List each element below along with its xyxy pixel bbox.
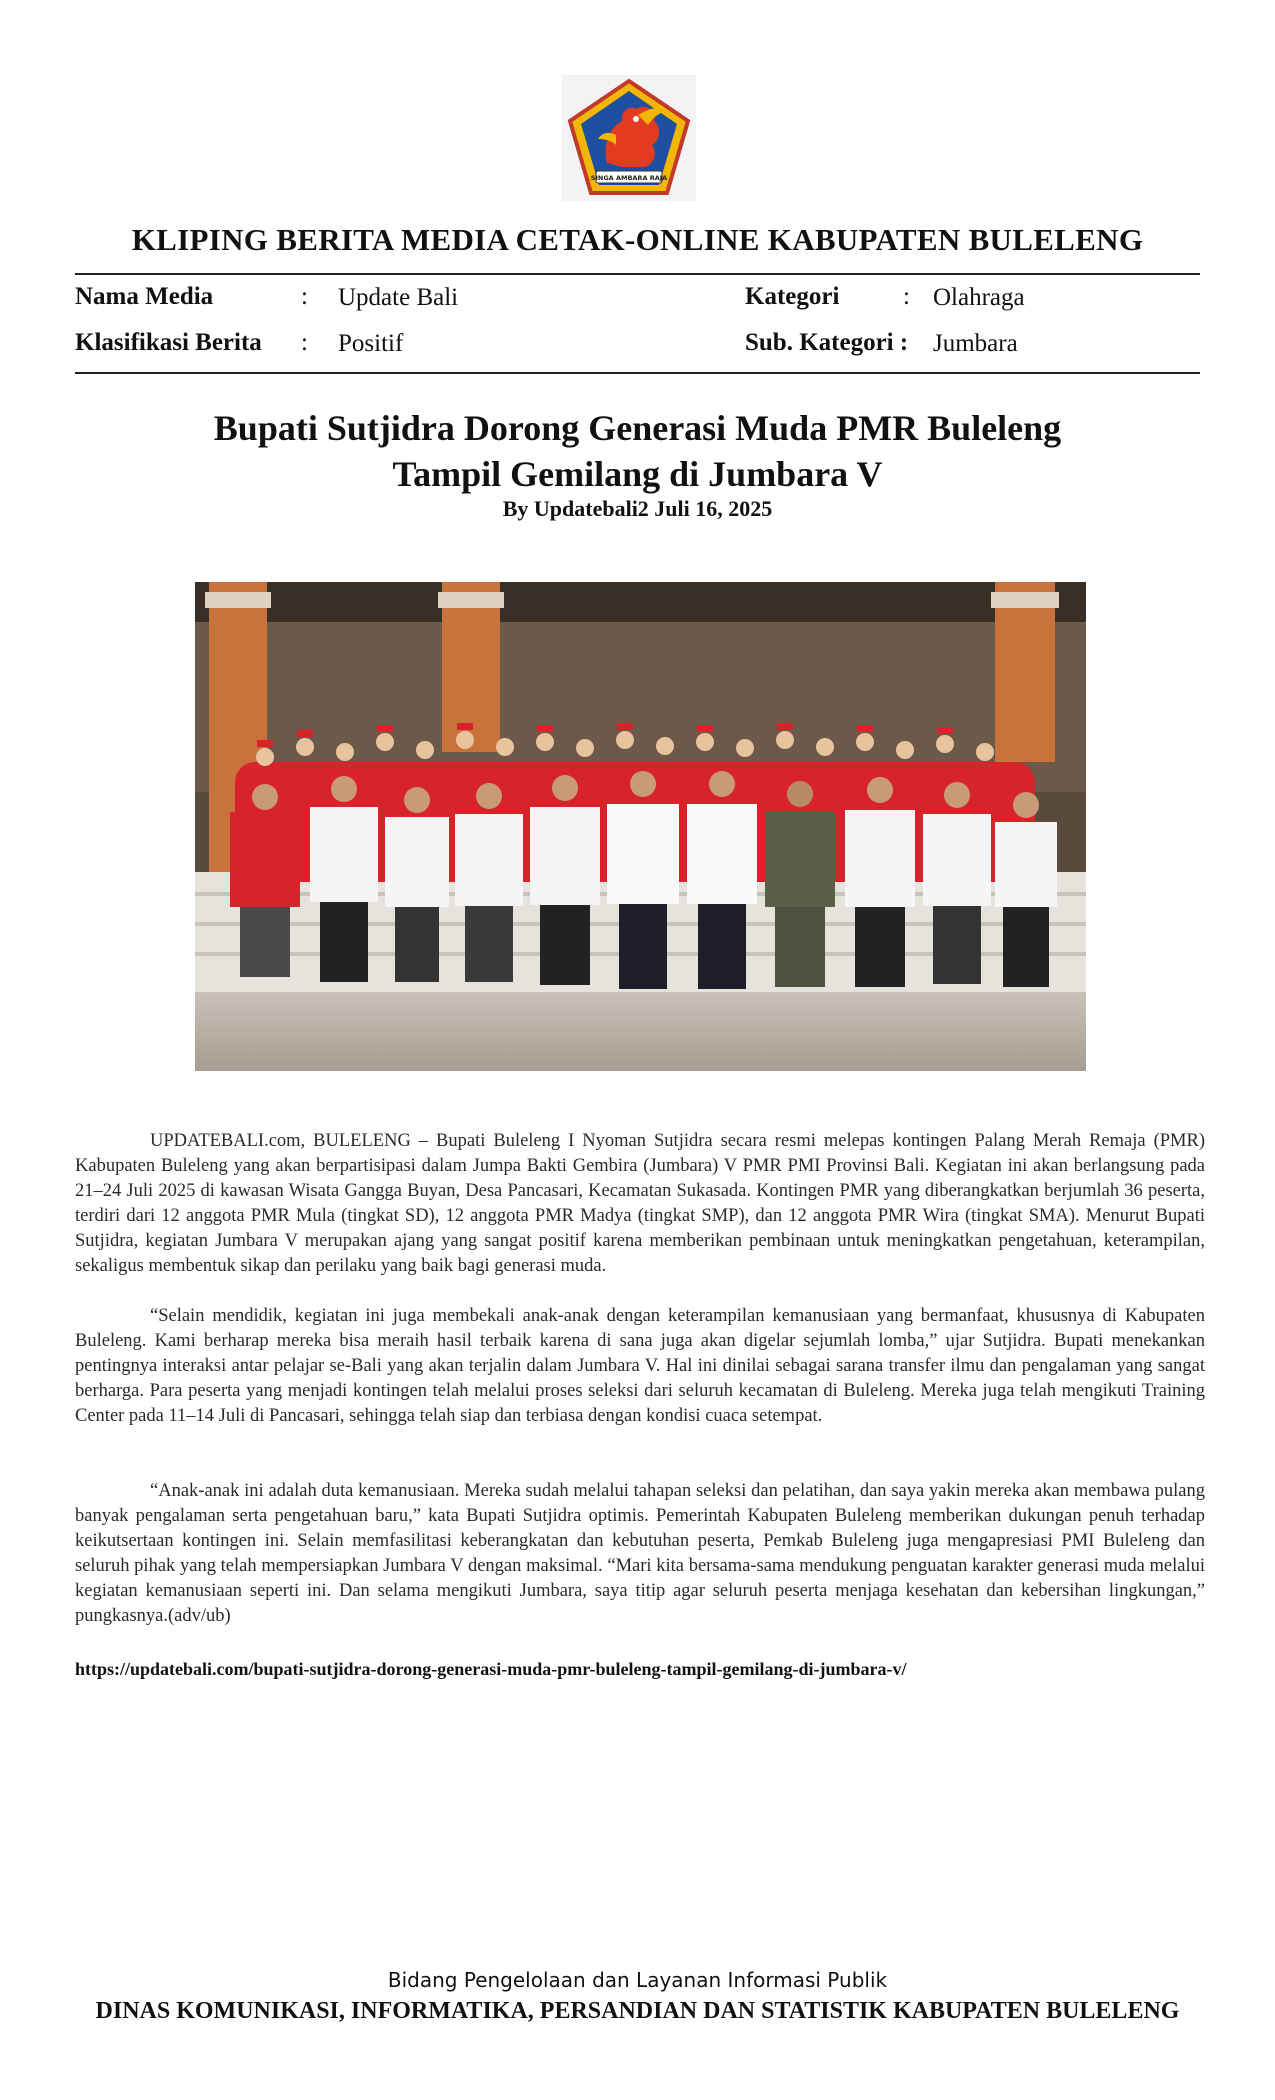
footer-agency: DINAS KOMUNIKASI, INFORMATIKA, PERSANDIAN DAN STATISTIK KABUPATEN BULELENG xyxy=(95,1998,1180,2024)
meta-kategori-value: Olahraga xyxy=(933,284,1025,311)
regency-emblem-icon xyxy=(562,75,696,201)
article-source-url: https://updatebali.com/bupati-sutjidra-dorong-generasi-muda-pmr-buleleng-tampil-gemilang-di-jumbara-v/ xyxy=(75,1659,907,1679)
meta-nama-media-value: Update Bali xyxy=(338,284,459,311)
article-paragraph: “Anak-anak ini adalah duta kemanusiaan. Mereka sudah melalui tahapan seleksi dan pelatihan, dan saya yakin mereka akan membawa pulang banyak pengalaman serta pengetahuan baru,” kata Bupati Sutjidra optimis. Pemerintah Kabupaten Buleleng memberikan dukungan penuh terhadap keikutsertaan kontingen ini. Selain memfasilitasi keberangkatan dan kebutuhan peserta, Pemkab Buleleng juga mengapresiasi PMI Buleleng dan seluruh pihak yang telah mempersiapkan Jumbara V dengan maksimal. “Mari kita bersama-sama mendukung penguatan karakter generasi muda melalui kegiatan kemanusiaan seperti ini. Dan selama mengikuti Jumbara, saya titip agar seluruh peserta menjaga kesehatan dan kebersihan lingkungan,” pungkasnya.(adv/ub) xyxy=(75,1481,1205,1626)
article-byline: By Updatebali2 Juli 16, 2025 xyxy=(502,496,773,521)
meta-nama-media-label: Nama Media xyxy=(75,283,214,310)
meta-colon: : xyxy=(903,283,910,310)
article-title-line-1: Bupati Sutjidra Dorong Generasi Muda PMR Buleleng xyxy=(213,408,1062,448)
group-photo-icon xyxy=(195,582,1086,1071)
meta-colon: : xyxy=(301,329,308,356)
article-title xyxy=(0,405,1275,497)
article-paragraph: “Selain mendidik, kegiatan ini juga membekali anak-anak dengan keterampilan kemanusiaan yang bermanfaat, khususnya di Kabupaten Buleleng. Kami berharap mereka bisa meraih hasil terbaik karena di sana juga akan digelar sejumlah lomba,” ujar Sutjidra. Bupati menekankan pentingnya interaksi antar pelajar se-Bali yang akan terjalin dalam Jumbara V. Hal ini dinilai sebagai sarana transfer ilmu dan pengalaman yang sangat berharga. Para peserta yang menjadi kontingen telah melalui proses seleksi dari seluruh kecamatan di Buleleng. Mereka juga telah mengikuti Training Center pada 11–14 Juli di Pancasari, sehingga telah siap dan terbiasa dengan kondisi cuaca setempat. xyxy=(75,1306,1205,1426)
meta-sub-kategori-value: Jumbara xyxy=(933,330,1018,357)
meta-divider xyxy=(75,372,1200,374)
article-title-line-2: Tampil Gemilang di Jumbara V xyxy=(392,454,883,494)
meta-sub-kategori-label: Sub. Kategori : xyxy=(745,329,909,356)
clipping-header-title: KLIPING BERITA MEDIA CETAK-ONLINE KABUPATEN BULELENG xyxy=(131,222,1144,257)
meta-kategori-label: Kategori xyxy=(745,283,840,310)
footer-department: Bidang Pengelolaan dan Layanan Informasi Publik xyxy=(387,1968,888,1992)
emblem-motto: SINGA AMBARA RAJA xyxy=(590,174,668,182)
meta-klasifikasi-value: Positif xyxy=(338,330,404,357)
header-divider xyxy=(75,273,1200,275)
meta-colon: : xyxy=(301,283,308,310)
meta-klasifikasi-label: Klasifikasi Berita xyxy=(75,329,262,356)
article-paragraph: UPDATEBALI.com, BULELENG – Bupati Buleleng I Nyoman Sutjidra secara resmi melepas kontingen Palang Merah Remaja (PMR) Kabupaten Buleleng yang akan berpartisipasi dalam Jumpa Bakti Gembira (Jumbara) V PMR PMI Provinsi Bali. Kegiatan ini akan berlangsung pada 21–24 Juli 2025 di kawasan Wisata Gangga Buyan, Desa Pancasari, Kecamatan Sukasada. Kontingen PMR yang diberangkatkan berjumlah 36 peserta, terdiri dari 12 anggota PMR Mula (tingkat SD), 12 anggota PMR Madya (tingkat SMP), dan 12 anggota PMR Wira (tingkat SMA). Menurut Bupati Sutjidra, kegiatan Jumbara V merupakan ajang yang sangat positif karena memberikan pembinaan untuk meningkatkan pengetahuan, keterampilan, sekaligus membentuk sikap dan perilaku yang baik bagi generasi muda. xyxy=(75,1131,1205,1276)
